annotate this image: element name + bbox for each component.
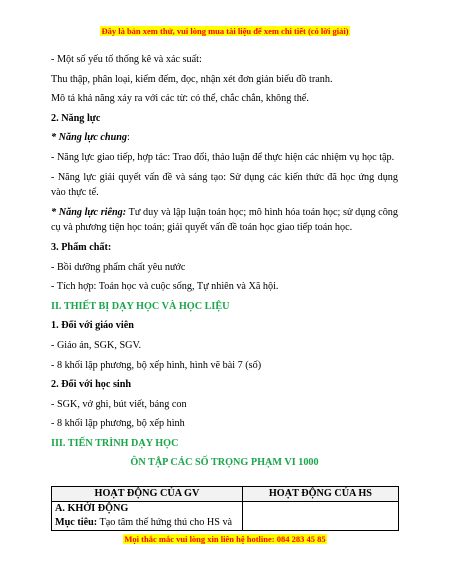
specific-competence-text: Tư duy và lập luận toán học; mô hình hóa toán học; sử dụng công cụ và phương tiện học toán; giải quyết vấn đề toán học giao tiếp toán học. (51, 206, 398, 234)
section-heading-process: III. TIẾN TRÌNH DẠY HỌC (51, 437, 179, 449)
document-body (51, 52, 398, 475)
heading-competence: 2. Năng lực (51, 112, 101, 124)
goal-text: Tạo tâm thế hứng thú cho HS và (97, 517, 233, 528)
paragraph: - 8 khối lập phương, bộ xếp hình (51, 418, 185, 430)
paragraph: - Giáo án, SGK, SGV. (51, 339, 142, 351)
column-header-teacher: HOẠT ĐỘNG CỦA GV (52, 487, 243, 502)
column-header-student: HOẠT ĐỘNG CỦA HS (242, 487, 398, 502)
activity-title: A. KHỞI ĐỘNG (55, 503, 129, 514)
general-competence-line (51, 130, 398, 146)
paragraph: Thu thập, phân loại, kiểm đếm, đọc, nhận xét đơn giản biểu đồ tranh. (51, 73, 333, 85)
paragraph: - Năng lực giải quyết vấn đề và sáng tạo: Sử dụng các kiến thức đã học ứng dụng vào thực tế. (51, 171, 398, 199)
paragraph: - Bồi dưỡng phẩm chất yêu nước (51, 261, 186, 273)
hotline-banner (0, 534, 450, 544)
paragraph: Mô tả khả năng xảy ra với các từ: có thể, chắc chắn, không thể. (51, 93, 309, 105)
preview-banner-text: Đây là bản xem thử, vui lòng mua tài liệu để xem chi tiết (có lời giải) (101, 26, 349, 36)
heading-specific-competence: * Năng lực riêng: (51, 206, 127, 218)
activity-table (51, 486, 399, 531)
table-header-row (52, 487, 399, 502)
paragraph: - Tích hợp: Toán học và cuộc sống, Tự nhiên và Xã hội. (51, 281, 279, 293)
table-cell-teacher (52, 502, 243, 531)
table-cell-student (242, 502, 398, 531)
heading-quality: 3. Phẩm chất: (51, 241, 112, 253)
heading-general-competence: * Năng lực chung (51, 132, 128, 144)
hotline-banner-text: Mọi thắc mắc vui lòng xin liên hệ hotline: 084 283 45 85 (124, 534, 326, 544)
preview-banner (0, 26, 450, 36)
paragraph: - 8 khối lập phương, bộ xếp hình, hình vẽ bài 7 (số) (51, 359, 262, 371)
specific-competence-line (51, 205, 398, 236)
heading-student: 2. Đối với học sinh (51, 379, 132, 391)
paragraph: - SGK, vở ghi, bút viết, bảng con (51, 398, 187, 410)
activity-goal (55, 516, 239, 530)
paragraph: - Một số yếu tố thống kê và xác suất: (51, 54, 202, 65)
paragraph: - Năng lực giao tiếp, hợp tác: Trao đổi, thảo luận để thực hiện các nhiệm vụ học tập. (51, 151, 395, 163)
goal-label: Mục tiêu: (55, 517, 98, 528)
colon: : (127, 132, 130, 144)
section-heading-equipment: II. THIẾT BỊ DẠY HỌC VÀ HỌC LIỆU (51, 300, 230, 312)
table-row (52, 502, 399, 531)
lesson-title: ÔN TẬP CÁC SỐ TRỌNG PHẠM VI 1000 (130, 457, 319, 469)
heading-teacher: 1. Đối với giáo viên (51, 320, 134, 332)
